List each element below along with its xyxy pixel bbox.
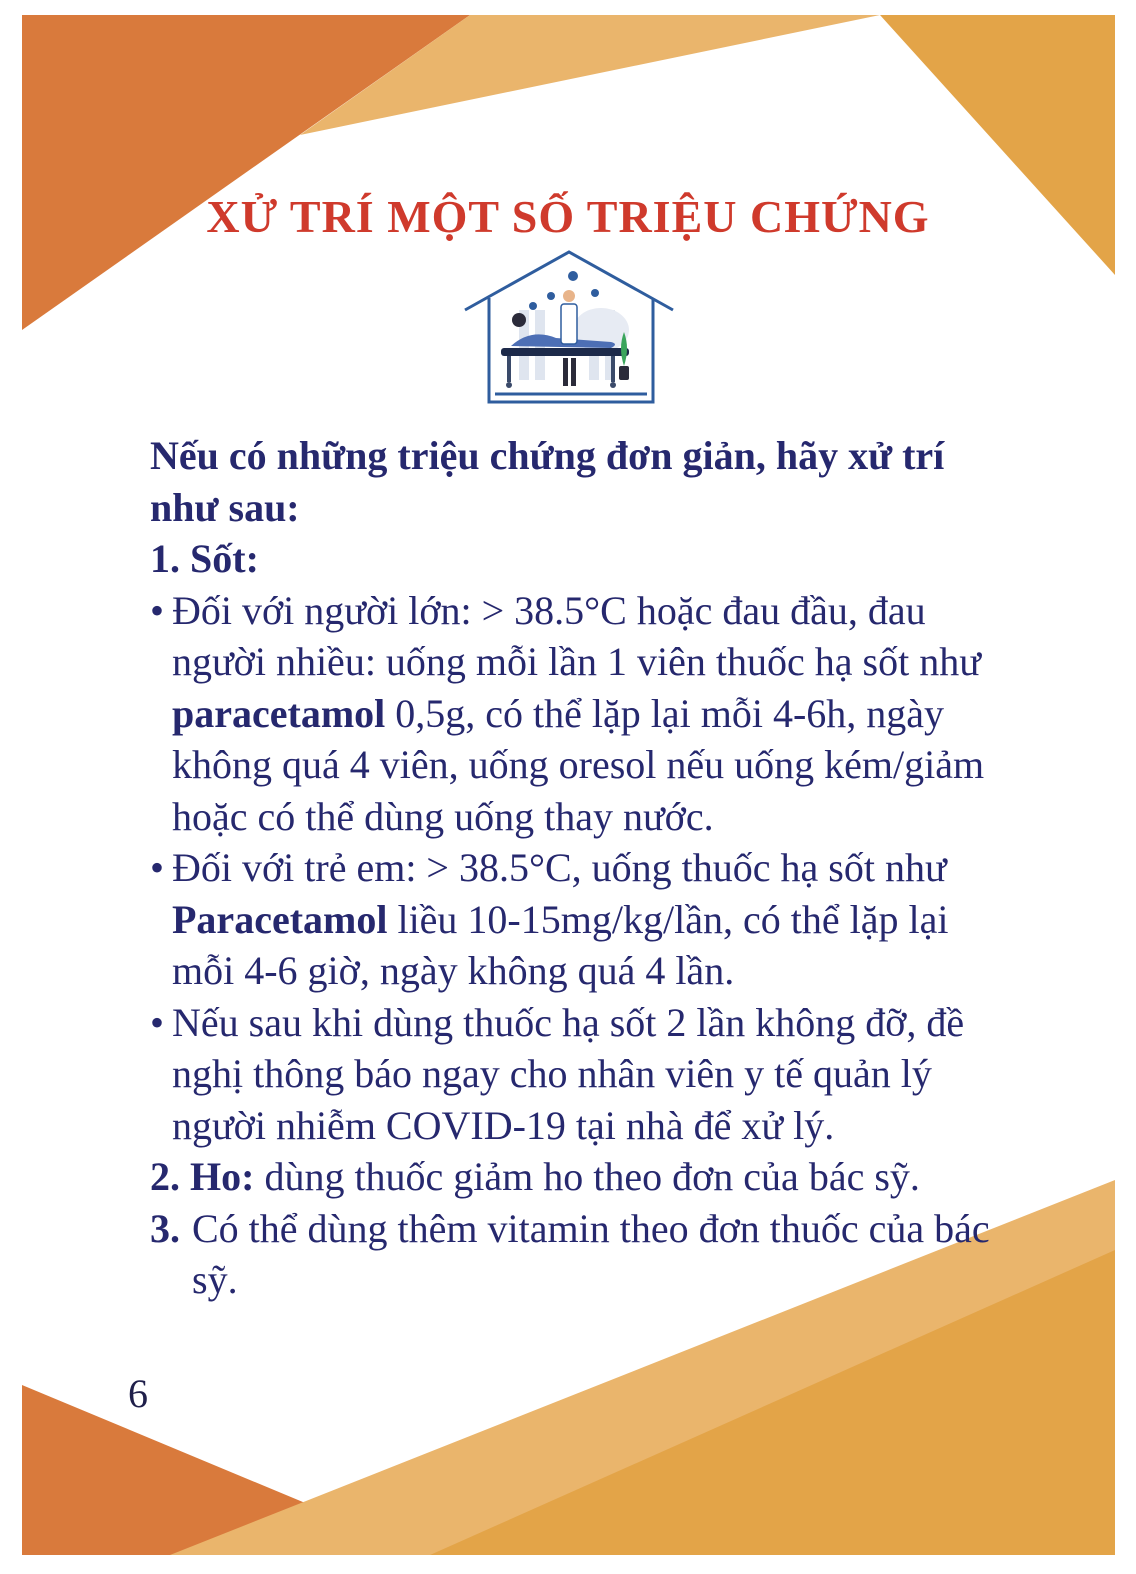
bullet-children-drug: Paracetamol — [172, 896, 388, 942]
bullet-dot: • — [150, 999, 165, 1045]
page-title: XỬ TRÍ MỘT SỐ TRIỆU CHỨNG — [206, 191, 930, 242]
bullet-no-improvement-text: Nếu sau khi dùng thuốc hạ sốt 2 lần không đỡ, đề nghị thông báo ngay cho nhân viên y tế quản lý người nhiễm COVID-19 tại nhà để xử lý. — [172, 999, 965, 1148]
section-vitamin — [150, 1203, 1020, 1306]
content — [150, 430, 1020, 1306]
house-with-patient-and-doctor-icon — [461, 248, 677, 408]
bullet-children-text-a: Đối với trẻ em: > 38.5°C, uống thuốc hạ sốt như — [172, 845, 947, 890]
bullet-no-improvement — [150, 997, 1020, 1152]
bullet-adults — [150, 585, 1020, 843]
bullet-dot: • — [150, 845, 165, 890]
section-vitamin-text: Có thể dùng thêm vitamin theo đơn thuốc của bác sỹ. — [192, 1205, 990, 1302]
section-cough-text: dùng thuốc giảm ho theo đơn của bác sỹ. — [254, 1154, 920, 1199]
bullet-dot: • — [150, 587, 165, 633]
section-cough-label: Ho: — [190, 1154, 255, 1199]
section-cough — [150, 1151, 1020, 1203]
section-vitamin-number: 3. — [150, 1205, 180, 1251]
bullet-children — [150, 842, 1020, 997]
bullet-adults-text-a: Đối với người lớn: > 38.5°C hoặc đau đầu, đau người nhiều: uống mỗi lần 1 viên thuốc hạ sốt như — [172, 587, 981, 684]
intro-text: Nếu có những triệu chứng đơn giản, hãy xử trí như sau: — [150, 433, 945, 530]
section-cough-number: 2. — [150, 1154, 180, 1199]
section-fever-heading: 1. Sốt: — [150, 536, 259, 581]
bullet-adults-drug: paracetamol — [172, 690, 386, 736]
bullet-children-text-b: liều 10-15mg/kg/lần, có thể lặp lại mỗi 4-6 giờ, ngày không quá 4 lần. — [172, 896, 949, 993]
page-number: 6 — [128, 1371, 148, 1416]
bullet-adults-text-b: 0,5g, có thể lặp lại mỗi 4-6h, ngày không quá 4 viên, uống oresol nếu uống kém/giảm hoặc có thể dùng uống thay nước. — [172, 690, 985, 839]
